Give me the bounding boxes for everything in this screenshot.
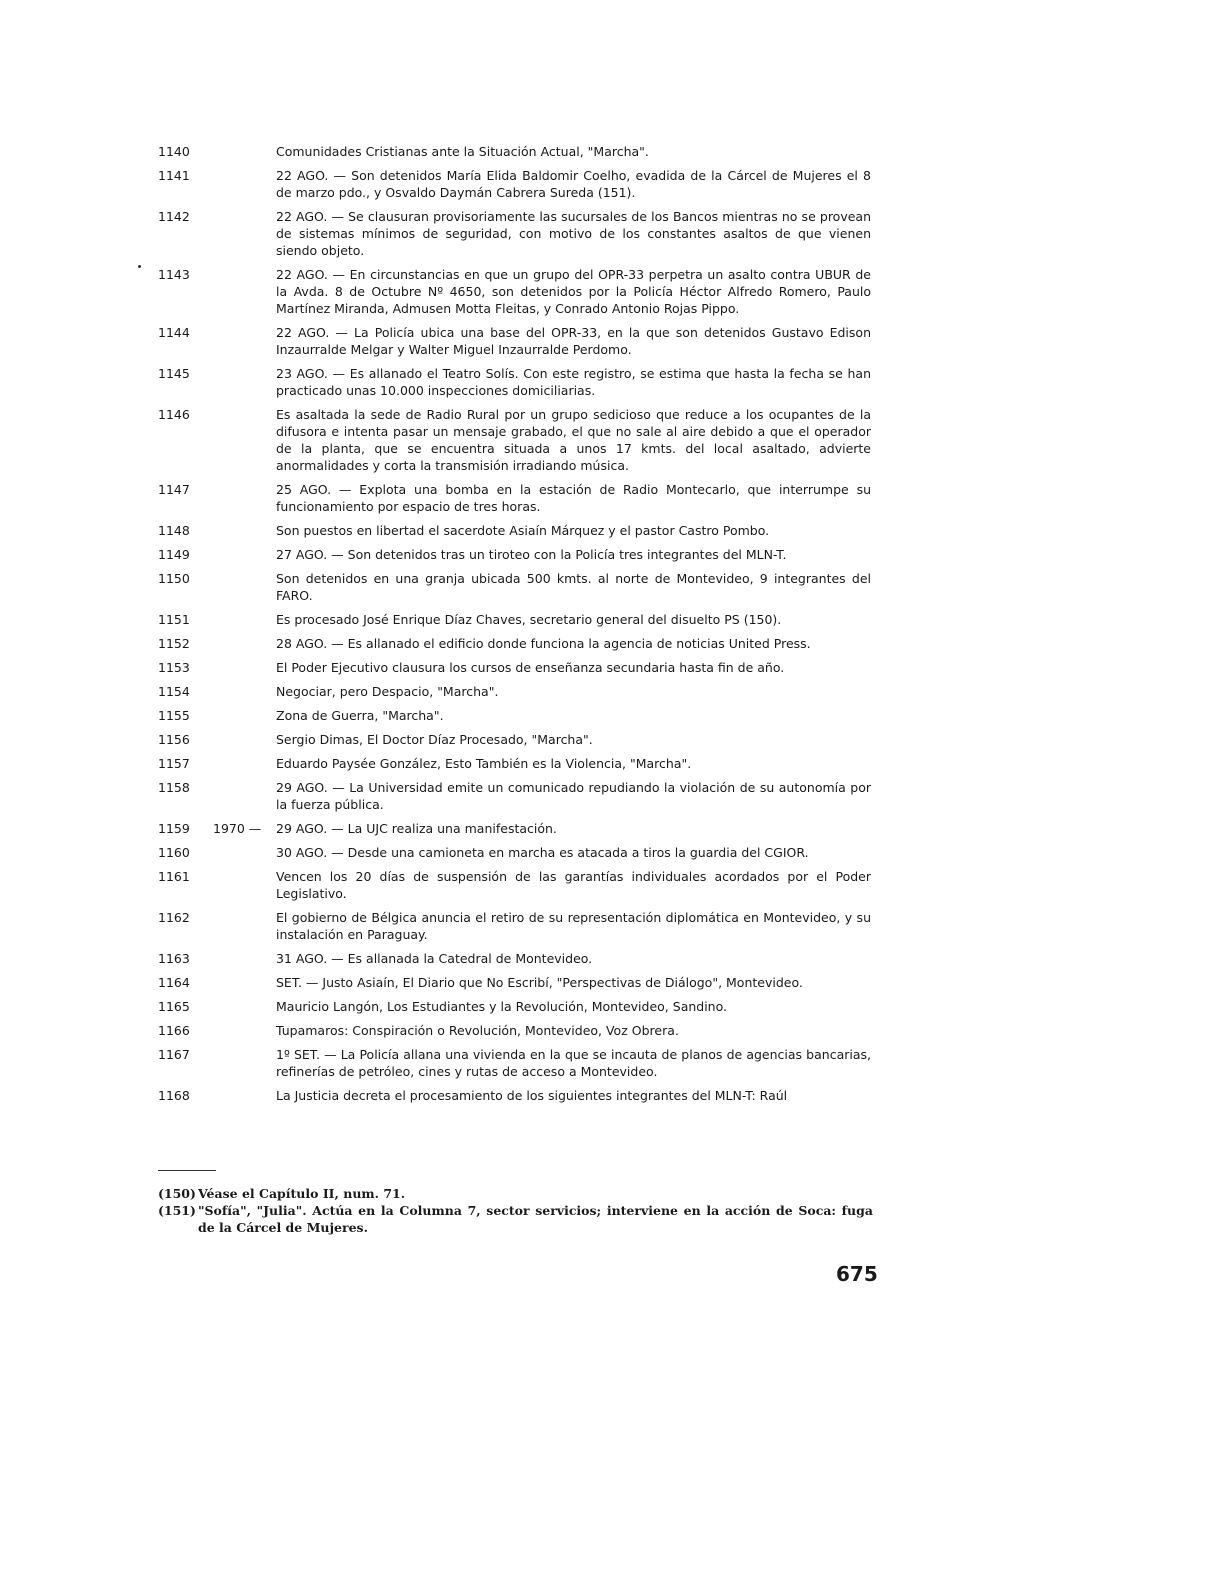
- chronology-entry: [158, 167, 873, 201]
- entry-number: 1156: [158, 732, 190, 747]
- footnote: [158, 1185, 873, 1202]
- footnote-marker: (150): [158, 1186, 196, 1201]
- chronology-entry: [158, 779, 873, 813]
- entry-text: El Poder Ejecutivo clausura los cursos de enseñanza secundaria hasta fin de año.: [276, 660, 785, 675]
- entry-text: Son detenidos en una granja ubicada 500 kmts. al norte de Montevideo, 9 integrantes del FARO.: [276, 571, 871, 603]
- entry-number: 1164: [158, 975, 190, 990]
- entry-year: 1970 —: [213, 821, 262, 836]
- chronology-entry: [158, 707, 873, 724]
- entry-text: Zona de Guerra, "Marcha".: [276, 708, 444, 723]
- entry-text: La Justicia decreta el procesamiento de los siguientes integrantes del MLN-T: Raúl: [276, 1088, 788, 1103]
- chronology-entry: [158, 570, 873, 604]
- entry-number: 1147: [158, 482, 190, 497]
- chronology-entry: [158, 909, 873, 943]
- entry-number: 1151: [158, 612, 190, 627]
- entry-text: Vencen los 20 días de suspensión de las garantías individuales acordados por el Poder Legislativo.: [276, 869, 871, 901]
- chronology-entry: [158, 522, 873, 539]
- chronology-entry: [158, 868, 873, 902]
- entry-number: 1159: [158, 821, 190, 836]
- entry-text: 22 AGO. — Son detenidos María Elida Baldomir Coelho, evadida de la Cárcel de Mujeres el 8 de marzo pdo., y Osvaldo Daymán Cabrera Sureda (151).: [276, 168, 871, 200]
- chronology-entry: [158, 635, 873, 652]
- chronology-entry: [158, 755, 873, 772]
- entry-text: SET. — Justo Asiaín, El Diario que No Escribí, "Perspectivas de Diálogo", Montevideo.: [276, 975, 803, 990]
- entry-text: Tupamaros: Conspiración o Revolución, Montevideo, Voz Obrera.: [276, 1023, 679, 1038]
- entry-text: 22 AGO. — Se clausuran provisoriamente las sucursales de los Bancos mientras no se provean de sistemas mínimos de seguridad, con motivo de los constantes asaltos de que vienen siendo objeto.: [276, 209, 871, 258]
- entry-number: 1162: [158, 910, 190, 925]
- chronology-entry: [158, 266, 873, 317]
- chronology-entry: [158, 844, 873, 861]
- footnotes: [158, 1185, 873, 1236]
- footnote-marker: (151): [158, 1203, 196, 1218]
- entry-text: 22 AGO. — La Policía ubica una base del OPR-33, en la que son detenidos Gustavo Edison Inzaurralde Melgar y Walter Miguel Inzaurralde Perdomo.: [276, 325, 871, 357]
- entry-number: 1154: [158, 684, 190, 699]
- entry-text: 25 AGO. — Explota una bomba en la estación de Radio Montecarlo, que interrumpe su funcionamiento por espacio de tres horas.: [276, 482, 871, 514]
- entry-number: 1140: [158, 144, 190, 159]
- entry-text: 27 AGO. — Son detenidos tras un tiroteo con la Policía tres integrantes del MLN-T.: [276, 547, 787, 562]
- entry-number: 1143: [158, 267, 190, 282]
- chronology-entry: [158, 143, 873, 160]
- entry-text: Sergio Dimas, El Doctor Díaz Procesado, "Marcha".: [276, 732, 593, 747]
- page-number: 675: [836, 1262, 878, 1286]
- entry-text: El gobierno de Bélgica anuncia el retiro de su representación diplomática en Montevideo, y su instalación en Paraguay.: [276, 910, 871, 942]
- entry-number: 1158: [158, 780, 190, 795]
- chronology-entry: [158, 950, 873, 967]
- entry-number: 1141: [158, 168, 190, 183]
- entry-number: 1153: [158, 660, 190, 675]
- chronology-entry: [158, 1046, 873, 1080]
- entry-number: 1166: [158, 1023, 190, 1038]
- chronology-entry: [158, 683, 873, 700]
- chronology-entry: [158, 998, 873, 1015]
- chronology-entry: [158, 611, 873, 628]
- chronology-entries: [158, 143, 873, 1111]
- entry-number: 1163: [158, 951, 190, 966]
- chronology-entry: [158, 365, 873, 399]
- entry-number: 1157: [158, 756, 190, 771]
- entry-text: Negociar, pero Despacio, "Marcha".: [276, 684, 499, 699]
- entry-number: 1150: [158, 571, 190, 586]
- footnote-text: "Sofía", "Julia". Actúa en la Columna 7, sector servicios; interviene en la acción de Soca: fuga de la Cárcel de Mujeres.: [198, 1203, 873, 1235]
- entry-number: 1168: [158, 1088, 190, 1103]
- entry-number: 1165: [158, 999, 190, 1014]
- entry-number: 1148: [158, 523, 190, 538]
- entry-number: 1145: [158, 366, 190, 381]
- entry-number: 1167: [158, 1047, 190, 1062]
- chronology-entry: [158, 1022, 873, 1039]
- chronology-entry: [158, 974, 873, 991]
- entry-text: Es procesado José Enrique Díaz Chaves, secretario general del disuelto PS (150).: [276, 612, 782, 627]
- entry-text: 29 AGO. — La Universidad emite un comunicado repudiando la violación de su autonomía por la fuerza pública.: [276, 780, 871, 812]
- chronology-entry: [158, 481, 873, 515]
- chronology-entry: [158, 820, 873, 837]
- entry-text: 22 AGO. — En circunstancias en que un grupo del OPR-33 perpetra un asalto contra UBUR de la Avda. 8 de Octubre Nº 4650, son detenidos por la Policía Héctor Alfredo Romero, Paulo Martínez Miranda, Admusen Motta Fleitas, y Conrado Antonio Rojas Pippo.: [276, 267, 871, 316]
- chronology-entry: [158, 324, 873, 358]
- entry-number: 1149: [158, 547, 190, 562]
- footnote-divider: [158, 1170, 216, 1171]
- entry-number: 1160: [158, 845, 190, 860]
- entry-text: 1º SET. — La Policía allana una vivienda en la que se incauta de planos de agencias bancarias, refinerías de petróleo, cines y rutas de acceso a Montevideo.: [276, 1047, 871, 1079]
- entry-text: Comunidades Cristianas ante la Situación Actual, "Marcha".: [276, 144, 649, 159]
- chronology-entry: [158, 1087, 873, 1104]
- entry-text: Mauricio Langón, Los Estudiantes y la Revolución, Montevideo, Sandino.: [276, 999, 728, 1014]
- entry-text: 23 AGO. — Es allanado el Teatro Solís. Con este registro, se estima que hasta la fecha se han practicado unas 10.000 inspecciones domiciliarias.: [276, 366, 871, 398]
- entry-number: 1142: [158, 209, 190, 224]
- entry-number: 1144: [158, 325, 190, 340]
- entry-text: 28 AGO. — Es allanado el edificio donde funciona la agencia de noticias United Press.: [276, 636, 811, 651]
- chronology-entry: [158, 546, 873, 563]
- entry-number: 1161: [158, 869, 190, 884]
- entry-text: Eduardo Paysée González, Esto También es la Violencia, "Marcha".: [276, 756, 692, 771]
- footnote-text: Véase el Capítulo II, num. 71.: [198, 1186, 406, 1201]
- entry-text: Es asaltada la sede de Radio Rural por un grupo sedicioso que reduce a los ocupantes de la difusora e intenta pasar un mensaje grabado, el que no sale al aire debido a que el operador de la planta, que se encuentra situada a unos 17 kmts. del local asaltado, advierte anormalidades y corta la transmisión irradiando música.: [276, 407, 871, 473]
- entry-number: 1152: [158, 636, 190, 651]
- entry-number: 1155: [158, 708, 190, 723]
- chronology-entry: [158, 406, 873, 474]
- chronology-entry: [158, 731, 873, 748]
- entry-text: Son puestos en libertad el sacerdote Asiaín Márquez y el pastor Castro Pombo.: [276, 523, 770, 538]
- scan-speck: [138, 265, 141, 268]
- footnote: [158, 1202, 873, 1236]
- chronology-entry: [158, 208, 873, 259]
- entry-text: 31 AGO. — Es allanada la Catedral de Montevideo.: [276, 951, 593, 966]
- chronology-entry: [158, 659, 873, 676]
- entry-number: 1146: [158, 407, 190, 422]
- entry-text: 29 AGO. — La UJC realiza una manifestación.: [276, 821, 557, 836]
- entry-text: 30 AGO. — Desde una camioneta en marcha es atacada a tiros la guardia del CGIOR.: [276, 845, 809, 860]
